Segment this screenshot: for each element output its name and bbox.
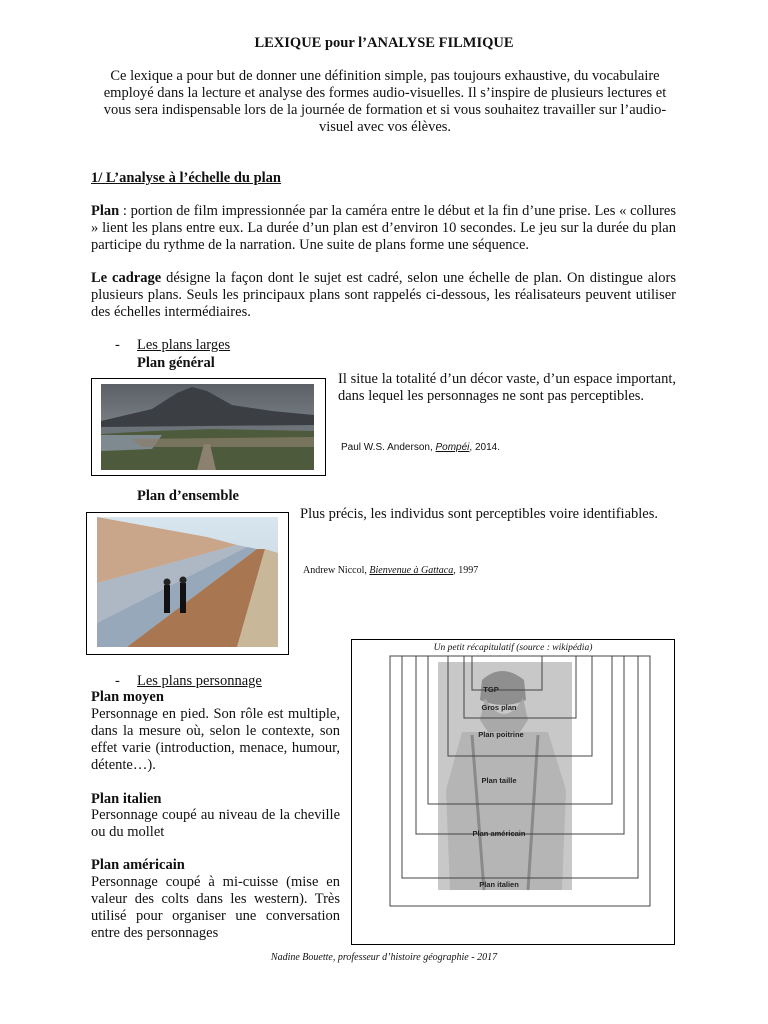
plan-italien-title: Plan italien	[91, 791, 162, 807]
caption-film: Pompéi	[435, 442, 470, 453]
pompei-landscape-image	[92, 379, 325, 475]
caption-year: , 1997	[453, 565, 479, 576]
section-heading: 1/ L’analyse à l’échelle du plan	[91, 170, 282, 186]
pompei-caption	[341, 442, 500, 453]
gattaca-photo	[86, 512, 289, 655]
plan-definition	[91, 203, 676, 254]
plan-general-title: Plan général	[137, 355, 215, 371]
caption-film: Bienvenue à Gattaca	[369, 565, 454, 576]
plan-moyen-title: Plan moyen	[91, 689, 164, 705]
recap-caption: Un petit récapitulatif (source : wikipédia)	[433, 643, 593, 653]
bullet-plans-personnage	[115, 673, 345, 690]
footer: Nadine Bouette, professeur d’histoire géographie - 2017	[270, 952, 498, 963]
caption-author: Paul W.S. Anderson,	[341, 442, 436, 453]
label-plan-taille: Plan taille	[481, 776, 517, 785]
plan-general-text: Il situe la totalité d’un décor vaste, d’un espace important, dans lequel les personnages ne sont pas perceptibles.	[338, 371, 676, 404]
plan-term: Plan	[91, 203, 120, 219]
intro-paragraph: Ce lexique a pour but de donner une définition simple, pas toujours exhaustive, du vocabulaire employé dans la lecture et analyse des formes audio-visuelles. Il s’inspire de plusieurs lectures et vous sera indispensable lors de la journée de formation et si vous souhaitez travailler sur l’audio-visuel avec vos élèves.	[103, 68, 667, 135]
bullet-dash: -	[115, 673, 120, 689]
bullet-plans-larges	[115, 337, 315, 354]
recap-diagram	[351, 639, 675, 945]
bullet-dash: -	[115, 337, 120, 353]
plan-moyen-text: Personnage en pied. Son rôle est multiple, dans la mesure où, selon le contexte, son effet varie (introduction, menace, humour, détente…).	[91, 706, 340, 773]
label-tgp: TGP	[483, 685, 499, 694]
plan-americain-title: Plan américain	[91, 857, 185, 873]
plan-ensemble-text: Plus précis, les individus sont perceptibles voire identifiables.	[300, 506, 659, 522]
gattaca-image	[87, 513, 288, 654]
shot-scale-figure	[352, 640, 674, 944]
label-plan-poitrine: Plan poitrine	[478, 730, 524, 739]
label-gros-plan: Gros plan	[481, 703, 517, 712]
label-plan-americain: Plan américain	[472, 829, 526, 838]
plans-personnage-label: Les plans personnage	[137, 673, 262, 689]
pompei-photo	[91, 378, 326, 476]
label-plan-italien: Plan italien	[479, 880, 519, 889]
cadrage-definition	[91, 270, 676, 321]
plan-ensemble-title: Plan d’ensemble	[137, 488, 239, 504]
caption-author: Andrew Niccol,	[303, 565, 370, 576]
plan-americain-text: Personnage coupé à mi-cuisse (mise en valeur des colts dans les western). Très utilisé pour organiser une conversation entre des personnages	[91, 874, 340, 941]
document-title: LEXIQUE pour l’ANALYSE FILMIQUE	[254, 35, 514, 51]
plans-larges-label: Les plans larges	[137, 337, 231, 353]
plan-text: : portion de film impressionnée par la caméra entre le début et la fin d’une prise. Les « collures » lient les plans entre eux. La durée d’un plan est d’environ 10 secondes. Le jeu sur la durée du plan participe du rythme de la narration. Une suite de plans forme une séquence.	[91, 203, 676, 253]
gattaca-caption	[303, 565, 478, 576]
cadrage-text: désigne la façon dont le sujet est cadré, selon une échelle de plan. On distingue alors plusieurs plans. Seuls les principaux plans sont rappelés ci-dessous, les réalisateurs peuvent utiliser des échelles intermédiaires.	[91, 270, 676, 320]
cadrage-term: Le cadrage	[91, 270, 162, 286]
plan-italien-text: Personnage coupé au niveau de la cheville ou du mollet	[91, 807, 340, 840]
caption-year: , 2014.	[469, 442, 500, 453]
